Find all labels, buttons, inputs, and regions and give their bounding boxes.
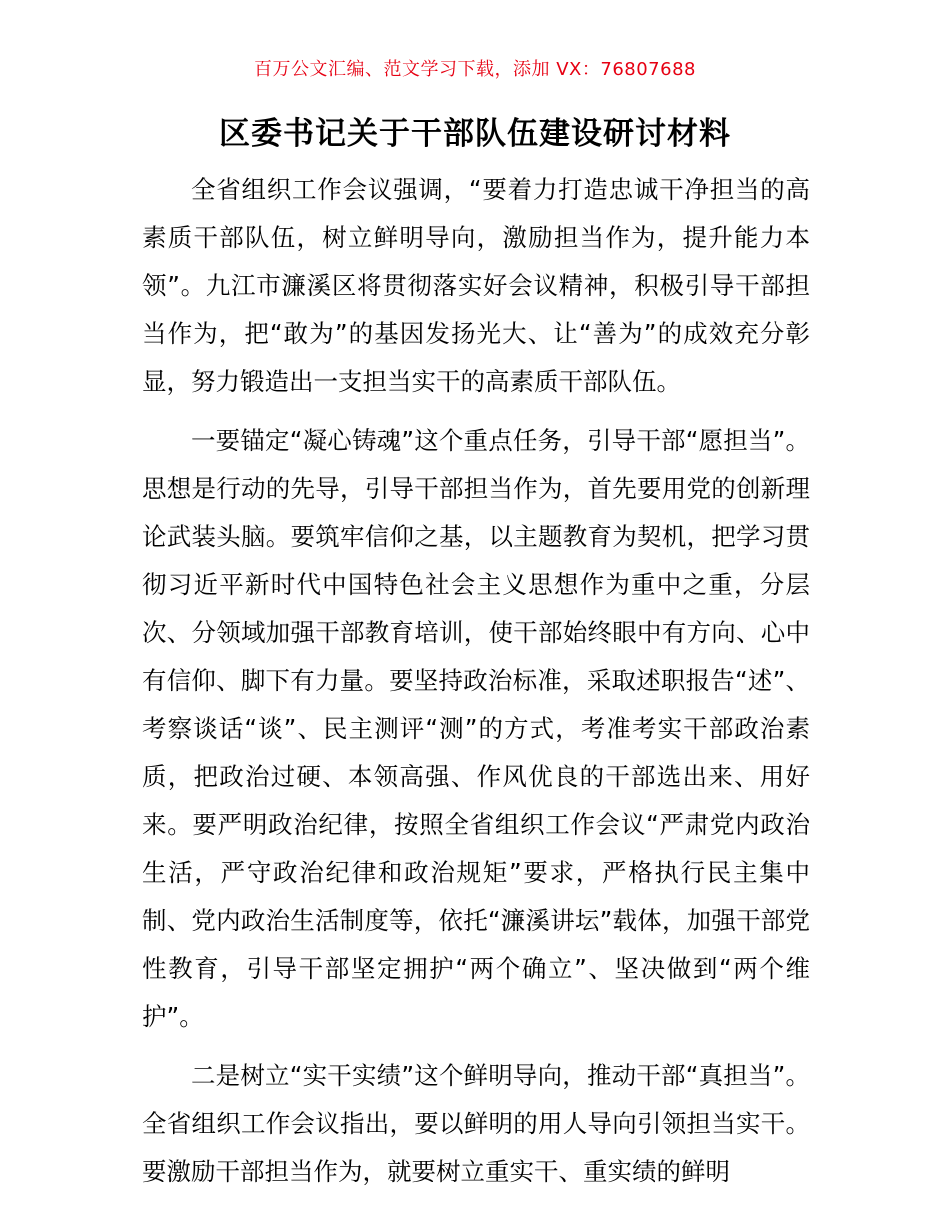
paragraph-intro: 全省组织工作会议强调，“要着力打造忠诚干净担当的高素质干部队伍，树立鲜明导向，激励担当作为，提升能力本领”。九江市濂溪区将贯彻落实好会议精神，积极引导干部担当作为，把“敢为”的基因发扬光大、让“善为”的成效充分彰显，努力锻造出一支担当实干的高素质干部队伍。 [142,175,810,396]
paragraph-point-two: 二是树立“实干实绩”这个鲜明导向，推动干部“真担当”。全省组织工作会议指出，要以鲜明的用人导向引领担当实干。要激励干部担当作为，就要树立重实干、重实绩的鲜明 [142,1061,810,1186]
document-body [142,166,810,1207]
paragraph-point-one: 一要锚定“凝心铸魂”这个重点任务，引导干部“愿担当”。思想是行动的先导，引导干部担当作为，首先要用党的创新理论武装头脑。要筑牢信仰之基，以主题教育为契机，把学习贯彻习近平新时代中国特色社会主义思想作为重中之重，分层次、分领域加强干部教育培训，使干部始终眼中有方向、心中有信仰、脚下有力量。要坚持政治标准，采取述职报告“述”、考察谈话“谈”、民主测评“测”的方式，考准考实干部政治素质，把政治过硬、本领高强、作风优良的干部选出来、用好来。要严明政治纪律，按照全省组织工作会议“严肃党内政治生活，严守政治纪律和政治规矩”要求，严格执行民主集中制、党内政治生活制度等，依托“濂溪讲坛”载体，加强干部党性教育，引导干部坚定拥护“两个确立”、坚决做到“两个维护”。 [142,426,810,1031]
document-title: 区委书记关于干部队伍建设研讨材料 [219,116,731,152]
watermark-banner: 百万公文汇编、范文学习下载，添加 VX：76807688 [254,59,696,80]
